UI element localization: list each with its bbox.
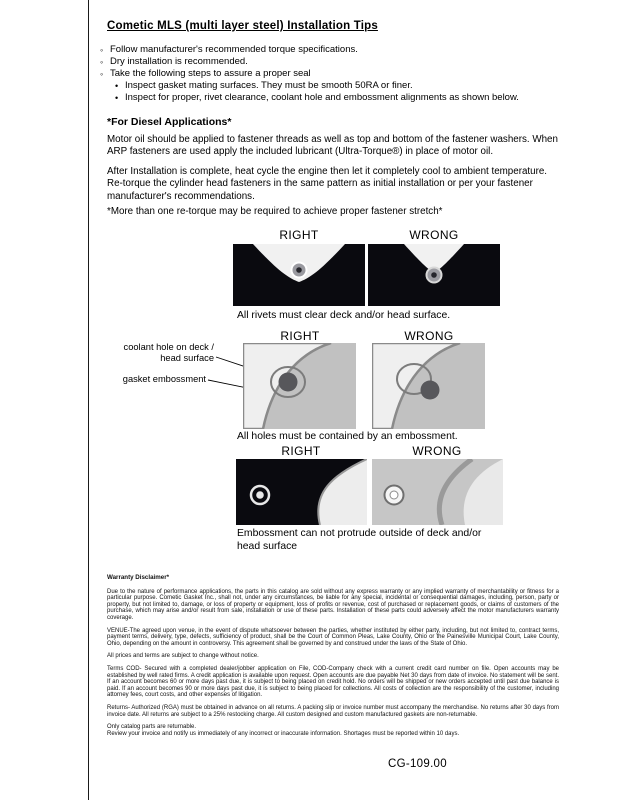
page-number: CG-109.00 — [388, 758, 447, 770]
list-item — [100, 44, 575, 56]
retorque-note: *More than one re-torque may be required to achieve proper fastener stretch* — [107, 206, 443, 217]
coolant-hole-wrong-image — [372, 343, 485, 429]
tip-text: Inspect gasket mating surfaces. They must be smooth 50RA or finer. — [125, 80, 413, 91]
wrong-header-row3: WRONG — [412, 444, 462, 458]
embossment-caption: Embossment can not protrude outside of deck and/or head surface — [237, 528, 482, 552]
solid-bullet-icon: • — [115, 81, 119, 91]
tip-text: Inspect for proper, rivet clearance, coolant hole and embossment alignments as shown below. — [125, 92, 519, 103]
gasket-embossment-label: gasket embossment — [122, 374, 206, 384]
embossment-right-image — [236, 459, 367, 525]
right-header-row3: RIGHT — [281, 444, 321, 458]
diesel-applications-heading: *For Diesel Applications* — [107, 116, 232, 128]
installation-tips-list — [100, 44, 575, 104]
right-header-row2: RIGHT — [280, 329, 320, 343]
wrong-header-row2: WRONG — [404, 329, 454, 343]
list-item — [100, 56, 575, 68]
right-header-row1: RIGHT — [279, 228, 319, 242]
embossment-wrong-image — [372, 459, 503, 525]
open-bullet-icon: ◦ — [100, 57, 104, 67]
returnable-note: Only catalog parts are returnable. — [107, 724, 197, 731]
holes-caption: All holes must be contained by an embossment. — [237, 431, 458, 442]
venue-paragraph: VENUE-The agreed upon venue, in the event of dispute whatsoever between the parties, whether instituted by either party, including, but not limited to, contract terms, payment terms, delivery, type, defects, sufficiency of product, shall be the Court of Common Pleas, Lake County, Ohio or the Painesville Municipal Court, Lake County, Ohio, depending on the amount in controversy. This agreement shall be governed by and construed under the laws of the State of Ohio. — [107, 627, 559, 647]
wrong-header-row1: WRONG — [409, 228, 459, 242]
diesel-paragraph-2: After Installation is complete, heat cycle the engine then let it completely cool to ambient temperature. Re-torque the cylinder head fasteners in the same pattern as initial installation or per your fastener manufacturer's recommendations. — [107, 166, 548, 202]
warranty-paragraph: Due to the nature of performance applications, the parts in this catalog are sold without any express warranty or any implied warranty of merchantability or fitness for a particular purpose. Cometic Gasket Inc., shall not, under any circumstances, be liable for any special, incidental or consequential damages, including, person, party or property, but not limited to, damage, or loss of property or equipment, loss of profits or revenue, cost of purchased or replacement goods, or claims of customers of the purchase, which may arise and/or result from sale, installation or use of these parts. Installation of these parts could adversely affect the motor manufacturers warranty coverage. — [107, 588, 559, 621]
coolant-hole-right-image — [243, 343, 356, 429]
open-bullet-icon: ◦ — [100, 45, 104, 55]
diesel-paragraph-1: Motor oil should be applied to fastener threads as well as top and bottom of the fastener washers. When ARP fasteners are used apply the included lubricant (Ultra-Torque®) in place of motor oil. — [107, 134, 558, 158]
page-margin-rule — [88, 0, 89, 800]
prices-note: All prices and terms are subject to change without notice. — [107, 653, 259, 660]
list-item — [115, 92, 575, 104]
list-item — [100, 68, 575, 80]
solid-bullet-icon: • — [115, 93, 119, 103]
tip-text: Dry installation is recommended. — [110, 56, 248, 67]
legal-block — [107, 575, 559, 737]
coolant-hole-label: coolant hole on deck / head surface — [123, 342, 214, 363]
page-title: Cometic MLS (multi layer steel) Installation Tips — [107, 20, 378, 32]
tip-text: Follow manufacturer's recommended torque specifications. — [110, 44, 358, 55]
warranty-heading: Warranty Disclaimer* — [107, 574, 170, 581]
rivet-clearance-right-image — [233, 244, 365, 306]
rivet-caption: All rivets must clear deck and/or head surface. — [237, 310, 451, 321]
open-bullet-icon: ◦ — [100, 69, 104, 79]
review-note: Review your invoice and notify us immediately of any incorrect or inaccurate information. Shortages must be reported within 10 days. — [107, 730, 460, 737]
returns-paragraph: Returns- Authorized (RGA) must be obtained in advance on all returns. A packing slip or invoice number must accompany the merchandise. No returns after 30 days from invoice date. All returns are subject to a 25% restocking charge. All custom designed and custom manufactured gaskets are non-returnable. — [107, 704, 559, 718]
tip-text: Take the following steps to assure a proper seal — [110, 68, 311, 79]
list-item — [115, 80, 575, 92]
rivet-clearance-wrong-image — [368, 244, 500, 306]
terms-paragraph: Terms COD- Secured with a completed dealer/jobber application on File, COD-Company check with a current credit card number on file. Open accounts may be established by well rated firms. A credit application is available upon request. Open accounts are due payable Net 30 days from date of invoice. No statement will be sent. If an account becomes 60 or more days past due, it is subject to being placed on credit hold. No orders will be shipped or new orders accepted until past due balance is paid. If an account becomes 90 or more days past due, it is subject to being placed for collections. All costs of collection are the responsibility of the customer, including attorney fees, court costs, and other expenses of litigation. — [107, 665, 559, 699]
